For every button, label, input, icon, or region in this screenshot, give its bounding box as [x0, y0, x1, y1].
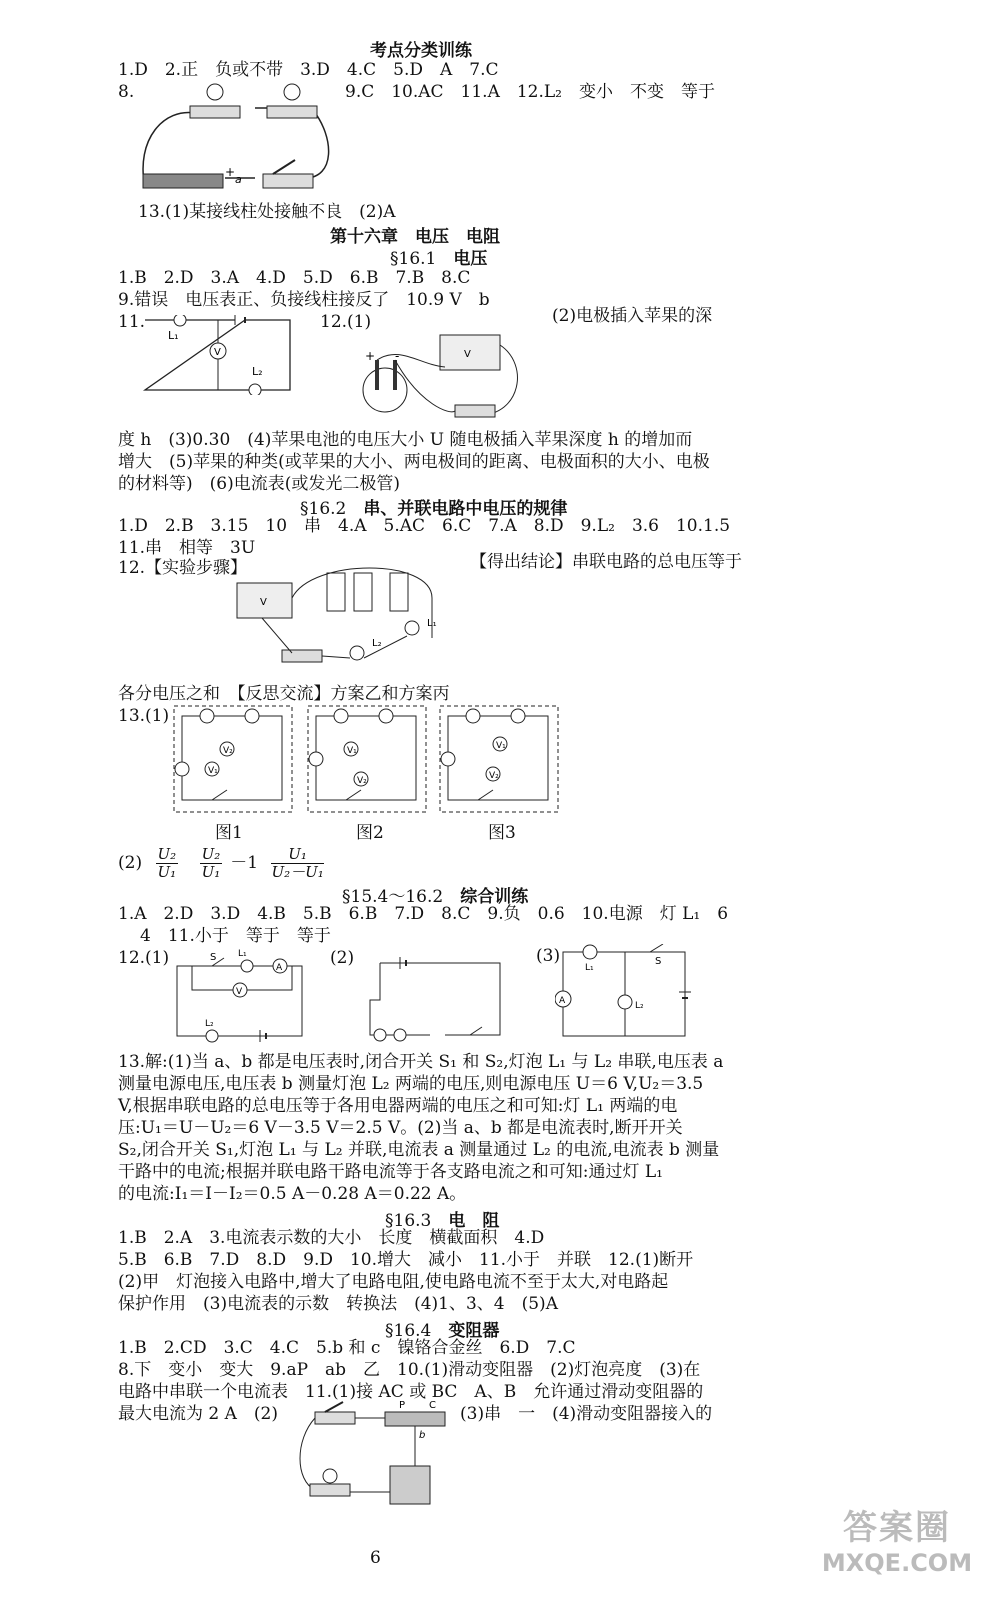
answer-line: 压:U₁＝U－U₂＝6 V－3.5 V＝2.5 V。(2)当 a、b 都是电流表时,断开开关: [118, 1118, 683, 1138]
figure-caption: 图2: [356, 823, 384, 843]
section-title: §16.3 电 阻: [385, 1211, 500, 1231]
bulb-icon: [323, 1469, 337, 1483]
answer-line: 1.B 2.CD 3.C 4.C 5.b 和 c 镍铬合金丝 6.D 7.C: [118, 1338, 576, 1358]
svg-text:V₁: V₁: [208, 766, 218, 776]
rheostat-circuit-figure: [295, 1400, 455, 1510]
lamp-icon: [174, 315, 186, 326]
answer-line: 13.解:(1)当 a、b 都是电压表时,闭合开关 S₁ 和 S₂,灯泡 L₁ 与 L₂ 串联,电压表 a: [118, 1052, 724, 1072]
answer-line: 8.: [118, 82, 135, 102]
answer-line: 5.B 6.B 7.D 8.D 9.D 10.增大 减小 11.小于 并联 12.(1)断开: [118, 1250, 694, 1270]
svg-text:V: V: [214, 347, 221, 358]
answer-line: (2)电极插入苹果的深: [552, 306, 713, 326]
answer-line: 12.(1): [118, 948, 170, 968]
bulb-icon: [405, 621, 419, 635]
bulb-icon: [207, 84, 223, 100]
battery-icon: [354, 573, 372, 611]
answer-line: (2): [330, 948, 355, 968]
svg-text:+: +: [225, 165, 236, 179]
bulb-icon: [350, 646, 364, 660]
section-title: §16.2 串、并联电路中电压的规律: [300, 499, 568, 519]
apple-battery-figure: [360, 305, 520, 425]
answer-line: 11.串 相等 3U: [118, 538, 256, 558]
svg-text:V₂: V₂: [357, 776, 367, 786]
answer-line: (3)串 一 (4)滑动变阻器接入的: [460, 1404, 713, 1424]
answer-line: 13.(1)某接线柱处接触不良 (2)A: [138, 202, 396, 222]
svg-text:A: A: [559, 996, 566, 1006]
apple-icon: [363, 368, 407, 412]
answer-line: 【得出结论】串联电路的总电压等于: [470, 552, 742, 572]
svg-text:C: C: [429, 1400, 436, 1411]
battery-icon: [143, 174, 223, 188]
answer-line: 保护作用 (3)电流表的示数 转换法 (4)1、3、4 (5)A: [118, 1294, 558, 1314]
answer-line: 11.: [118, 312, 146, 332]
battery-icon: [390, 573, 408, 611]
answer-line: 电路中串联一个电流表 11.(1)接 AC 或 BC A、B 允许通过滑动变阻器的: [118, 1382, 704, 1402]
answer-line: 1.D 2.B 3.15 10 串 4.A 5.AC 6.C 7.A 8.D 9.L₂ 3.6 10.1.5: [118, 516, 731, 536]
switch-icon: [282, 650, 322, 662]
svg-text:S: S: [655, 956, 662, 967]
bulb-icon: [284, 84, 300, 100]
series-experiment-figure: [232, 558, 452, 678]
circuit-figure-q12-1: [172, 948, 312, 1044]
answer-line: 12.(1): [320, 312, 372, 332]
battery-icon: [327, 573, 345, 611]
answer-line: S₂,闭合开关 S₁,灯泡 L₁ 与 L₂ 并联,电流表 a 测量通过 L₂ 的电流,电流表 b 测量: [118, 1140, 720, 1160]
svg-text:L₁: L₁: [585, 963, 594, 973]
answer-line: 12.【实验步骤】: [118, 558, 248, 578]
svg-text:P: P: [399, 1400, 406, 1411]
answer-line: 1.B 2.D 3.A 4.D 5.D 6.B 7.B 8.C: [118, 268, 471, 288]
answer-line: (3): [536, 946, 561, 966]
svg-text:L₂: L₂: [205, 1019, 214, 1029]
answer-line: 的电流:I₁＝I－I₂＝0.5 A－0.28 A＝0.22 A。: [118, 1184, 467, 1204]
section-title: §15.4～16.2 综合训练: [342, 887, 529, 907]
switch-icon: [315, 1412, 355, 1424]
svg-text:L₂: L₂: [252, 365, 263, 378]
answer-line: 1.B 2.A 3.电流表示数的大小 长度 横截面积 4.D: [118, 1228, 545, 1248]
circuit-figure-q12-2: [360, 955, 510, 1045]
rheostat-icon: [385, 1412, 445, 1426]
answer-line: 最大电流为 2 A (2): [118, 1404, 278, 1424]
figure-caption: 图1: [215, 823, 243, 843]
three-circuit-diagrams: [172, 704, 562, 816]
svg-text:V: V: [260, 597, 267, 608]
chapter-title: 第十六章 电压 电阻: [330, 227, 500, 247]
svg-text:V₂: V₂: [223, 746, 233, 756]
watermark-logo: 答案圈 MXQE.COM: [821, 1508, 973, 1577]
svg-text:A: A: [276, 963, 283, 973]
page-number: 6: [370, 1548, 381, 1568]
diagram-3: [440, 706, 558, 812]
answer-line: 8.下 变小 变大 9.aP ab 乙 10.(1)滑动变阻器 (2)灯泡亮度 (3)在: [118, 1360, 701, 1380]
svg-text:L₁: L₁: [427, 618, 437, 629]
answer-line: 测量电源电压,电压表 b 测量灯泡 L₂ 两端的电压,则电源电压 U＝6 V,U₂＝3.5: [118, 1074, 704, 1094]
battery-icon: [390, 1466, 430, 1504]
switch-icon: [455, 405, 495, 417]
svg-text:b: b: [419, 1430, 426, 1441]
answer-line: 各分电压之和 【反思交流】方案乙和方案丙: [118, 684, 450, 704]
svg-text:L₁: L₁: [238, 949, 247, 959]
svg-text:V₁: V₁: [347, 746, 357, 756]
answer-line: 的材料等) (6)电流表(或发光二极管): [118, 474, 400, 494]
svg-text:+: +: [365, 349, 376, 363]
answer-line: (2)甲 灯泡接入电路中,增大了电路电阻,使电路电流不至于太大,对电路起: [118, 1272, 669, 1292]
svg-text:-: -: [395, 349, 400, 363]
answer-line: 1.D 2.正 负或不带 3.D 4.C 5.D A 7.C: [118, 60, 499, 80]
fraction: $\frac{\text{U₂}}{\text{U₁}}$: [157, 845, 177, 881]
svg-text:V: V: [236, 987, 243, 997]
switch-icon: [273, 160, 295, 174]
svg-text:V: V: [464, 349, 471, 360]
circuit-figure-q8: [135, 78, 335, 202]
section-title: §16.4 变阻器: [385, 1321, 500, 1341]
section-title: §16.1 电压: [390, 249, 488, 269]
fraction: $\frac{\text{U₁}}{\text{U₂－U₁}}$: [271, 845, 324, 881]
answer-line: 增大 (5)苹果的种类(或苹果的大小、两电极间的距离、电极面积的大小、电极: [118, 452, 710, 472]
lamp-icon: [249, 384, 261, 395]
svg-text:L₂: L₂: [372, 638, 382, 649]
figure-caption: 图3: [488, 823, 516, 843]
svg-text:a: a: [235, 173, 242, 186]
svg-text:V₂: V₂: [489, 771, 499, 781]
answer-line: 9.C 10.AC 11.A 12.L₂ 变小 不变 等于: [345, 82, 715, 102]
svg-text:L₁: L₁: [168, 329, 179, 342]
fraction: $\frac{\text{U₂}}{\text{U₁}}$: [201, 845, 221, 881]
answer-line: 13.(1): [118, 706, 170, 726]
answer-line: 度 h (3)0.30 (4)苹果电池的电压大小 U 随电极插入苹果深度 h 的增加而: [118, 430, 693, 450]
svg-text:S: S: [210, 952, 217, 963]
circuit-figure-q11: [140, 315, 300, 395]
diagram-1: [174, 706, 292, 812]
svg-text:V₁: V₁: [496, 741, 506, 751]
circuit-figure-q12-3: [555, 944, 695, 1044]
fraction-answer-line: (2) $\frac{\text{U₂}}{\text{U₁}}$ $\frac{\text{U₂}}{\text{U₁}}$ －1 $\frac{\text{U₁}}{\text{U₂－U₁}}$: [118, 845, 324, 881]
svg-text:L₂: L₂: [635, 1001, 644, 1011]
answer-line: 1.A 2.D 3.D 4.B 5.B 6.B 7.D 8.C 9.负 0.6 10.电源 灯 L₁ 6: [118, 904, 729, 924]
diagram-2: [308, 706, 426, 812]
heading-kaodian: 考点分类训练: [370, 41, 472, 61]
answer-line: 干路中的电流;根据并联电路干路电流等于各支路电流之和可知:通过灯 L₁: [118, 1162, 663, 1182]
answer-line: 4 11.小于 等于 等于: [140, 926, 331, 946]
answer-line: 9.错误 电压表正、负接线柱接反了 10.9 V b: [118, 290, 490, 310]
answer-line: V,根据串联电路的总电压等于各用电器两端的电压之和可知:灯 L₁ 两端的电: [118, 1096, 678, 1116]
